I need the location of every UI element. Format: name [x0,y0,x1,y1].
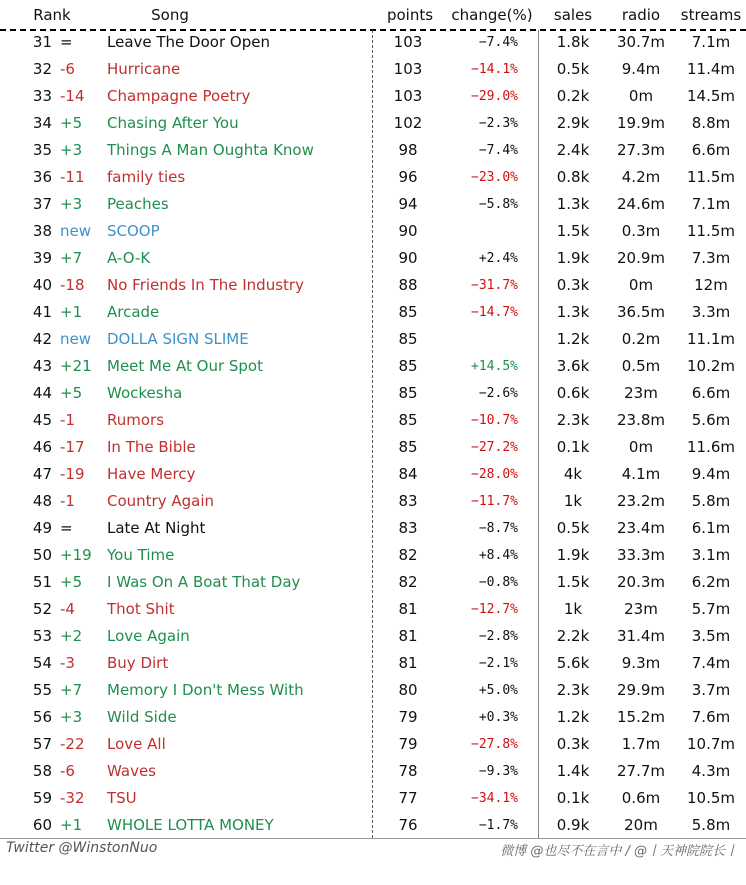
song-cell: Have Mercy [107,465,196,483]
table-row [0,245,746,272]
radio-cell: 29.9m [616,681,665,699]
streams-cell: 7.3m [691,249,731,267]
table-row [0,56,746,83]
change-pct-cell: −31.7% [471,278,518,293]
points-cell: 88 [398,276,418,294]
streams-cell: 3.7m [691,681,731,699]
sales-cell: 2.4k [556,141,590,159]
sales-cell: 1.5k [556,573,590,591]
points-cell: 83 [398,519,418,537]
table-row [0,299,746,326]
song-cell: WHOLE LOTTA MONEY [107,816,274,834]
table-row [0,515,746,542]
radio-cell: 20.9m [616,249,665,267]
streams-cell: 3.1m [691,546,731,564]
table-row [0,650,746,677]
table-row [0,326,746,353]
rank-cell: 38 [32,222,52,240]
rank-cell: 45 [32,411,52,429]
song-cell: Late At Night [107,519,206,537]
radio-cell: 0m [628,438,654,456]
change-pct-cell: −7.4% [478,143,518,158]
table-row [0,218,746,245]
streams-cell: 11.1m [686,330,735,348]
move-cell: -1 [60,411,75,429]
move-cell: +7 [60,249,83,267]
rank-cell: 37 [32,195,52,213]
change-pct-cell: +14.5% [471,359,518,374]
change-pct-cell: −14.1% [471,62,518,77]
change-pct-cell: −11.7% [471,494,518,509]
radio-cell: 23.4m [616,519,665,537]
song-cell: Things A Man Oughta Know [107,141,314,159]
move-cell: -19 [60,465,85,483]
table-row [0,623,746,650]
change-pct-cell [448,326,518,353]
song-cell: I Was On A Boat That Day [107,573,301,591]
song-cell: Leave The Door Open [107,33,270,51]
sales-cell: 1.4k [556,762,590,780]
radio-cell: 0.2m [621,330,661,348]
sales-cell: 1.9k [556,546,590,564]
move-cell: +3 [60,141,83,159]
radio-cell: 27.7m [616,762,665,780]
radio-cell: 1.7m [621,735,661,753]
change-pct-cell: −2.8% [478,629,518,644]
sales-cell: 1k [563,492,583,510]
change-pct-cell: −2.6% [478,386,518,401]
streams-cell: 6.1m [691,519,731,537]
sales-cell: 0.3k [556,276,590,294]
song-cell: No Friends In The Industry [107,276,304,294]
change-pct-cell: −5.8% [478,197,518,212]
streams-cell: 5.7m [691,600,731,618]
streams-cell: 4.3m [691,762,731,780]
points-cell: 81 [398,627,418,645]
rank-cell: 36 [32,168,52,186]
change-pct-cell: −1.7% [478,818,518,833]
streams-cell: 7.1m [691,195,731,213]
song-cell: TSU [107,789,137,807]
points-cell: 94 [398,195,418,213]
radio-cell: 4.1m [621,465,661,483]
sales-cell: 2.9k [556,114,590,132]
radio-cell: 23m [624,384,658,402]
sales-cell: 2.2k [556,627,590,645]
song-cell: You Time [107,546,175,564]
change-pct-cell: −12.7% [471,602,518,617]
rank-cell: 57 [32,735,52,753]
streams-cell: 6.6m [691,141,731,159]
sales-cell: 1.3k [556,195,590,213]
table-row [0,758,746,785]
song-cell: Hurricane [107,60,181,78]
header-streams: streams [680,6,742,24]
table-row [0,434,746,461]
rank-cell: 41 [32,303,52,321]
points-cell: 90 [398,249,418,267]
rank-cell: 47 [32,465,52,483]
points-cell: 85 [398,303,418,321]
streams-cell: 3.3m [691,303,731,321]
points-cell: 85 [398,330,418,348]
song-cell: Memory I Don't Mess With [107,681,304,699]
table-row [0,83,746,110]
sales-cell: 2.3k [556,411,590,429]
rank-cell: 51 [32,573,52,591]
song-cell: Rumors [107,411,165,429]
streams-cell: 11.5m [686,222,735,240]
sales-cell: 4k [563,465,583,483]
change-pct-cell: −8.7% [478,521,518,536]
rank-cell: 44 [32,384,52,402]
song-cell: Arcade [107,303,160,321]
change-pct-cell: −27.8% [471,737,518,752]
move-cell: +19 [60,546,92,564]
song-cell: Waves [107,762,156,780]
sales-cell: 1k [563,600,583,618]
song-cell: Love All [107,735,166,753]
points-cell: 82 [398,573,418,591]
rank-cell: 55 [32,681,52,699]
sales-cell: 1.5k [556,222,590,240]
points-cell: 103 [393,87,423,105]
table-row [0,380,746,407]
move-cell: -17 [60,438,85,456]
table-row [0,731,746,758]
song-cell: Chasing After You [107,114,239,132]
song-cell: Wild Side [107,708,177,726]
sales-cell: 1.3k [556,303,590,321]
points-cell: 102 [393,114,423,132]
song-cell: DOLLA SIGN SLIME [107,330,249,348]
sales-cell: 2.3k [556,681,590,699]
move-cell: +5 [60,114,83,132]
move-cell: = [60,33,73,51]
rank-cell: 42 [32,330,52,348]
rank-cell: 31 [32,33,52,51]
table-row [0,191,746,218]
change-pct-cell: +8.4% [478,548,518,563]
change-pct-cell: −2.1% [478,656,518,671]
points-cell: 79 [398,735,418,753]
change-pct-cell: −27.2% [471,440,518,455]
sales-cell: 0.1k [556,789,590,807]
song-cell: Meet Me At Our Spot [107,357,263,375]
table-row [0,29,746,56]
rank-cell: 49 [32,519,52,537]
points-cell: 81 [398,654,418,672]
move-cell: new [60,330,92,348]
points-cell: 103 [393,33,423,51]
change-pct-cell: −10.7% [471,413,518,428]
streams-cell: 11.4m [686,60,735,78]
streams-cell: 5.8m [691,816,731,834]
rank-cell: 52 [32,600,52,618]
sales-cell: 1.2k [556,330,590,348]
rank-cell: 54 [32,654,52,672]
sales-cell: 0.9k [556,816,590,834]
footer-weibo: 微博 @也尽不在言中 / @丨天神院院长丨 [500,844,738,859]
points-cell: 84 [398,465,418,483]
sales-cell: 0.8k [556,168,590,186]
rank-cell: 33 [32,87,52,105]
rank-cell: 35 [32,141,52,159]
move-cell: +1 [60,816,83,834]
streams-cell: 7.1m [691,33,731,51]
change-pct-cell: −23.0% [471,170,518,185]
song-cell: Thot Shit [107,600,175,618]
rank-cell: 34 [32,114,52,132]
move-cell: +1 [60,303,83,321]
rank-cell: 56 [32,708,52,726]
header-radio: radio [621,6,661,24]
song-cell: Wockesha [107,384,183,402]
table-row [0,407,746,434]
change-pct-cell [448,218,518,245]
streams-cell: 6.6m [691,384,731,402]
sales-cell: 0.3k [556,735,590,753]
points-cell: 85 [398,411,418,429]
radio-cell: 0.3m [621,222,661,240]
streams-cell: 14.5m [686,87,735,105]
table-row [0,812,746,839]
header-sales: sales [553,6,593,24]
rank-cell: 48 [32,492,52,510]
table-row [0,272,746,299]
header-rank: Rank [33,6,71,24]
change-pct-cell: −2.3% [478,116,518,131]
streams-cell: 10.5m [686,789,735,807]
rank-cell: 46 [32,438,52,456]
streams-cell: 11.6m [686,438,735,456]
radio-cell: 15.2m [616,708,665,726]
radio-cell: 0.5m [621,357,661,375]
streams-cell: 12m [694,276,728,294]
table-row [0,164,746,191]
rank-cell: 60 [32,816,52,834]
move-cell: -4 [60,600,75,618]
rank-cell: 39 [32,249,52,267]
song-cell: family ties [107,168,186,186]
points-cell: 83 [398,492,418,510]
streams-cell: 10.2m [686,357,735,375]
song-cell: Peaches [107,195,169,213]
sales-cell: 0.2k [556,87,590,105]
sales-cell: 3.6k [556,357,590,375]
move-cell: +2 [60,627,83,645]
move-cell: -18 [60,276,85,294]
move-cell: -14 [60,87,85,105]
change-pct-cell: −28.0% [471,467,518,482]
points-cell: 90 [398,222,418,240]
points-cell: 96 [398,168,418,186]
change-pct-cell: −9.3% [478,764,518,779]
song-cell: In The Bible [107,438,196,456]
points-cell: 85 [398,357,418,375]
sales-cell: 1.2k [556,708,590,726]
change-pct-cell: +5.0% [478,683,518,698]
radio-cell: 20.3m [616,573,665,591]
sales-cell: 5.6k [556,654,590,672]
move-cell: -22 [60,735,85,753]
radio-cell: 24.6m [616,195,665,213]
move-cell: = [60,519,73,537]
move-cell: +7 [60,681,83,699]
points-cell: 79 [398,708,418,726]
sales-cell: 1.8k [556,33,590,51]
radio-cell: 4.2m [621,168,661,186]
table-row [0,542,746,569]
move-cell: +3 [60,195,83,213]
rank-cell: 50 [32,546,52,564]
move-cell: -11 [60,168,85,186]
streams-cell: 11.5m [686,168,735,186]
sales-cell: 1.9k [556,249,590,267]
sales-cell: 0.5k [556,519,590,537]
change-pct-cell: +2.4% [478,251,518,266]
streams-cell: 3.5m [691,627,731,645]
change-pct-cell: −14.7% [471,305,518,320]
radio-cell: 31.4m [616,627,665,645]
radio-cell: 19.9m [616,114,665,132]
change-pct-cell: −29.0% [471,89,518,104]
footer-twitter: Twitter @WinstonNuo [6,840,158,856]
points-cell: 85 [398,384,418,402]
song-cell: Buy Dirt [107,654,169,672]
sales-cell: 0.5k [556,60,590,78]
points-cell: 98 [398,141,418,159]
streams-cell: 8.8m [691,114,731,132]
move-cell: +5 [60,573,83,591]
radio-cell: 23.8m [616,411,665,429]
points-cell: 103 [393,60,423,78]
points-cell: 80 [398,681,418,699]
table-row [0,110,746,137]
streams-cell: 5.6m [691,411,731,429]
radio-cell: 0m [628,87,654,105]
move-cell: +5 [60,384,83,402]
points-cell: 76 [398,816,418,834]
header-song: Song [151,6,189,24]
rank-cell: 32 [32,60,52,78]
sales-cell: 0.1k [556,438,590,456]
move-cell: +3 [60,708,83,726]
table-row [0,461,746,488]
radio-cell: 20m [624,816,658,834]
song-cell: A-O-K [107,249,151,267]
change-pct-cell: −7.4% [478,35,518,50]
radio-cell: 0.6m [621,789,661,807]
table-row [0,677,746,704]
rank-cell: 40 [32,276,52,294]
move-cell: -6 [60,762,75,780]
streams-cell: 9.4m [691,465,731,483]
table-row [0,785,746,812]
song-cell: Country Again [107,492,215,510]
move-cell: -1 [60,492,75,510]
header-change-pct: change(%) [451,6,533,24]
move-cell: -3 [60,654,75,672]
move-cell: -6 [60,60,75,78]
points-cell: 81 [398,600,418,618]
points-cell: 85 [398,438,418,456]
change-pct-cell: −34.1% [471,791,518,806]
rank-cell: 59 [32,789,52,807]
radio-cell: 30.7m [616,33,665,51]
table-row [0,569,746,596]
rank-cell: 53 [32,627,52,645]
radio-cell: 9.3m [621,654,661,672]
radio-cell: 36.5m [616,303,665,321]
points-cell: 77 [398,789,418,807]
rank-cell: 43 [32,357,52,375]
table-row [0,704,746,731]
table-row [0,488,746,515]
rank-cell: 58 [32,762,52,780]
points-cell: 78 [398,762,418,780]
radio-cell: 23m [624,600,658,618]
streams-cell: 7.6m [691,708,731,726]
song-cell: Champagne Poetry [107,87,251,105]
streams-cell: 7.4m [691,654,731,672]
change-pct-cell: +0.3% [478,710,518,725]
change-pct-cell: −0.8% [478,575,518,590]
radio-cell: 23.2m [616,492,665,510]
move-cell: +21 [60,357,92,375]
header-points: points [386,6,434,24]
table-row [0,353,746,380]
radio-cell: 33.3m [616,546,665,564]
radio-cell: 0m [628,276,654,294]
song-cell: SCOOP [107,222,160,240]
song-cell: Love Again [107,627,190,645]
streams-cell: 5.8m [691,492,731,510]
streams-cell: 10.7m [686,735,735,753]
table-row [0,596,746,623]
move-cell: new [60,222,92,240]
radio-cell: 9.4m [621,60,661,78]
move-cell: -32 [60,789,85,807]
points-cell: 82 [398,546,418,564]
table-row [0,137,746,164]
sales-cell: 0.6k [556,384,590,402]
radio-cell: 27.3m [616,141,665,159]
streams-cell: 6.2m [691,573,731,591]
